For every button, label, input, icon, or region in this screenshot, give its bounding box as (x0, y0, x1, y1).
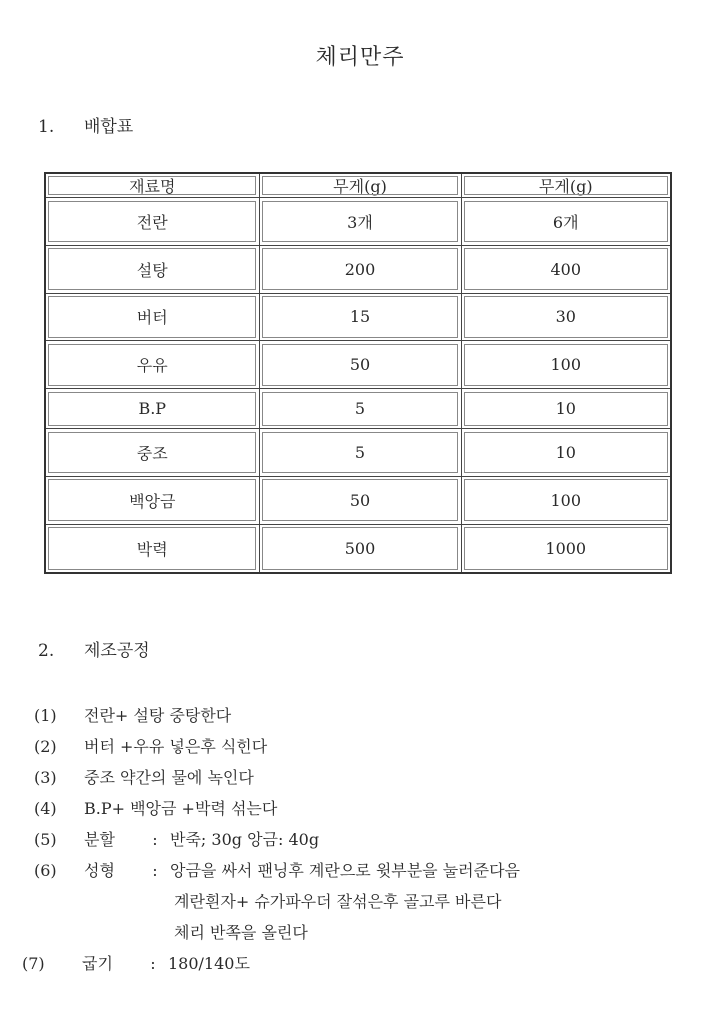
weight-cell: 200 (259, 245, 461, 293)
step-2 (34, 731, 520, 762)
table-row (45, 341, 671, 389)
table-header-row (45, 173, 671, 198)
process-steps (22, 700, 521, 979)
step-1 (34, 700, 520, 731)
step-6 (34, 855, 520, 886)
weight-cell: 400 (461, 245, 671, 293)
step-label: 분할 (84, 830, 115, 849)
weight-cell: 5 (259, 429, 461, 477)
table-row (45, 389, 671, 429)
table-row (45, 476, 671, 524)
ingredient-cell: 전란 (45, 198, 259, 246)
weight-cell: 10 (461, 389, 671, 429)
header-weight: 무게(g) (259, 173, 461, 198)
weight-cell: 1000 (461, 524, 671, 573)
table-row (45, 245, 671, 293)
weight-cell: 100 (461, 341, 671, 389)
weight-cell: 500 (259, 524, 461, 573)
step-text: 180/140도 (168, 954, 250, 973)
step-text: B.P+ 백앙금 +박력 섞는다 (84, 799, 278, 818)
weight-cell: 50 (259, 476, 461, 524)
weight-cell: 30 (461, 293, 671, 341)
step-number: (7) (22, 954, 45, 973)
step-label: 굽기 (82, 954, 113, 973)
table-row (45, 524, 671, 573)
step-text: 반죽; 30g 앙금: 40g (170, 830, 320, 849)
step-6-continued: 체리 반쪽을 올린다 (174, 923, 308, 942)
step-text: 앙금을 싸서 팬닝후 계란으로 윗부분을 눌러준다음 (170, 861, 521, 880)
weight-cell: 6개 (461, 198, 671, 246)
weight-cell: 15 (259, 293, 461, 341)
section-title: 제조공정 (84, 641, 150, 661)
table-row (45, 198, 671, 246)
step-text: 전란+ 설탕 중탕한다 (84, 706, 232, 725)
section-number: 1. (38, 117, 55, 137)
step-4 (34, 793, 520, 824)
step-text: 중조 약간의 물에 녹인다 (84, 768, 254, 787)
step-number: (1) (34, 706, 57, 725)
ingredient-cell: 중조 (45, 429, 259, 477)
section-heading-process (38, 636, 150, 661)
step-number: (3) (34, 768, 57, 787)
step-number: (5) (34, 830, 57, 849)
weight-cell: 50 (259, 341, 461, 389)
document-title: 체리만주 (315, 45, 405, 70)
step-colon: : (152, 830, 158, 849)
step-3 (34, 762, 520, 793)
table-row (45, 293, 671, 341)
table-row (45, 429, 671, 477)
ingredient-cell: B.P (45, 389, 259, 429)
ingredient-cell: 우유 (45, 341, 259, 389)
step-number: (6) (34, 861, 57, 880)
step-colon: : (150, 954, 156, 973)
ingredient-cell: 박력 (45, 524, 259, 573)
ingredient-cell: 설탕 (45, 245, 259, 293)
step-label: 성형 (84, 861, 115, 880)
step-number: (4) (34, 799, 57, 818)
weight-cell: 100 (461, 476, 671, 524)
section-number: 2. (38, 641, 55, 661)
step-6-continued: 계란흰자+ 슈가파우더 잘섞은후 골고루 바른다 (174, 892, 502, 911)
weight-cell: 5 (259, 389, 461, 429)
step-5 (34, 824, 520, 855)
weight-cell: 3개 (259, 198, 461, 246)
section-heading-formula (38, 112, 133, 137)
header-ingredient: 재료명 (45, 173, 259, 198)
weight-cell: 10 (461, 429, 671, 477)
section-title: 배합표 (84, 117, 134, 137)
step-text: 버터 +우유 넣은후 식힌다 (84, 737, 268, 756)
ingredient-cell: 버터 (45, 293, 259, 341)
header-weight: 무게(g) (461, 173, 671, 198)
step-number: (2) (34, 737, 57, 756)
ingredient-cell: 백앙금 (45, 476, 259, 524)
step-colon: : (152, 861, 158, 880)
formula-table (44, 172, 672, 574)
step-7 (22, 948, 520, 979)
